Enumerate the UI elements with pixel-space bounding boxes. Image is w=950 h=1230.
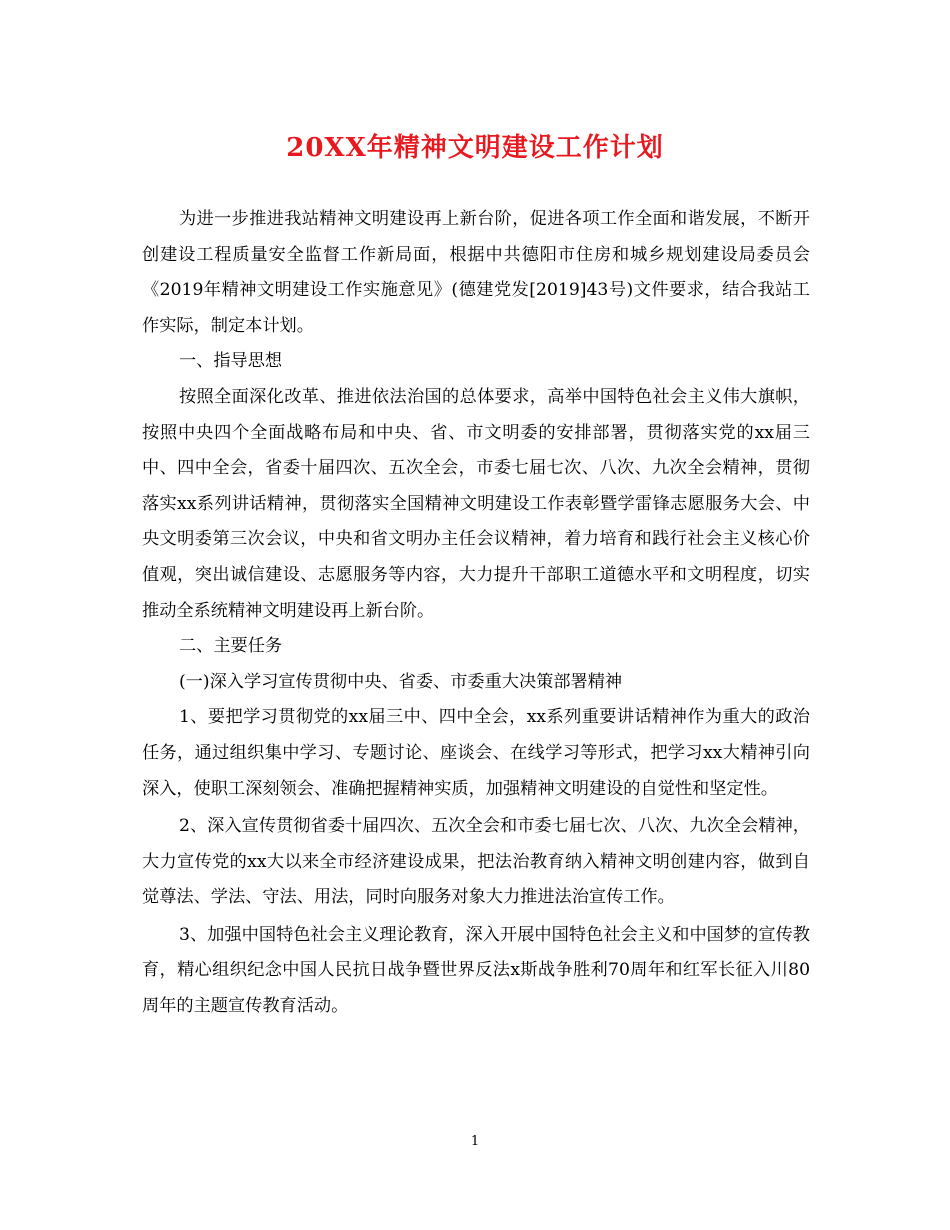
subheading-task-one: (一)深入学习宣传贯彻中央、省委、市委重大决策部署精神 [178, 671, 623, 692]
paragraph-intro: 为进一步推进我站精神文明建设再上新台阶，促进各项工作全面和谐发展，不断开创建设工程质量安全监督工作新局面，根据中共德阳市住房和城乡规划建设局委员会《2019年精神文明建设工作实施意见》(德建党发[2019]43号)文件要求，结合我站工作实际，制定本计划。 [142, 209, 810, 336]
paragraph-task-item-1: 1、要把学习贯彻党的xx届三中、四中全会，xx系列重要讲话精神作为重大的政治任务，通过组织集中学习、专题讨论、座谈会、在线学习等形式，把学习xx大精神引向深入，使职工深刻领会、准确把握精神实质，加强精神文明建设的自觉性和坚定性。 [142, 707, 810, 799]
paragraph-task-item-2: 2、深入宣传贯彻省委十届四次、五次全会和市委七届七次、八次、九次全会精神，大力宣传党的xx大以来全市经济建设成果，把法治教育纳入精神文明创建内容，做到自觉尊法、学法、守法、用法，同时向服务对象大力推进法治宣传工作。 [142, 816, 810, 908]
heading-main-tasks: 二、主要任务 [178, 636, 283, 657]
paragraph-task-item-3: 3、加强中国特色社会主义理论教育，深入开展中国特色社会主义和中国梦的宣传教育，精心组织纪念中国人民抗日战争暨世界反法x斯战争胜利70周年和红军长征入川80周年的主题宣传教育活动。 [142, 924, 810, 1017]
document-body [142, 202, 810, 1025]
document-title: 20XX年精神文明建设工作计划 [286, 133, 664, 163]
paragraph-guiding-ideology: 按照全面深化改革、推进依法治国的总体要求，高举中国特色社会主义伟大旗帜，按照中央四个全面战略布局和中央、省、市文明委的安排部署，贯彻落实党的xx届三中、四中全会，省委十届四次、五次全会，市委七届七次、八次、九次全会精神，贯彻落实xx系列讲话精神，贯彻落实全国精神文明建设工作表彰暨学雷锋志愿服务大会、中央文明委第三次会议，中央和省文明办主任会议精神，着力培育和践行社会主义核心价值观，突出诚信建设、志愿服务等内容，大力提升干部职工道德水平和文明程度，切实推动全系统精神文明建设再上新台阶。 [142, 386, 810, 621]
page-number: 1 [470, 1134, 480, 1149]
heading-guiding-ideology: 一、指导思想 [178, 351, 283, 372]
